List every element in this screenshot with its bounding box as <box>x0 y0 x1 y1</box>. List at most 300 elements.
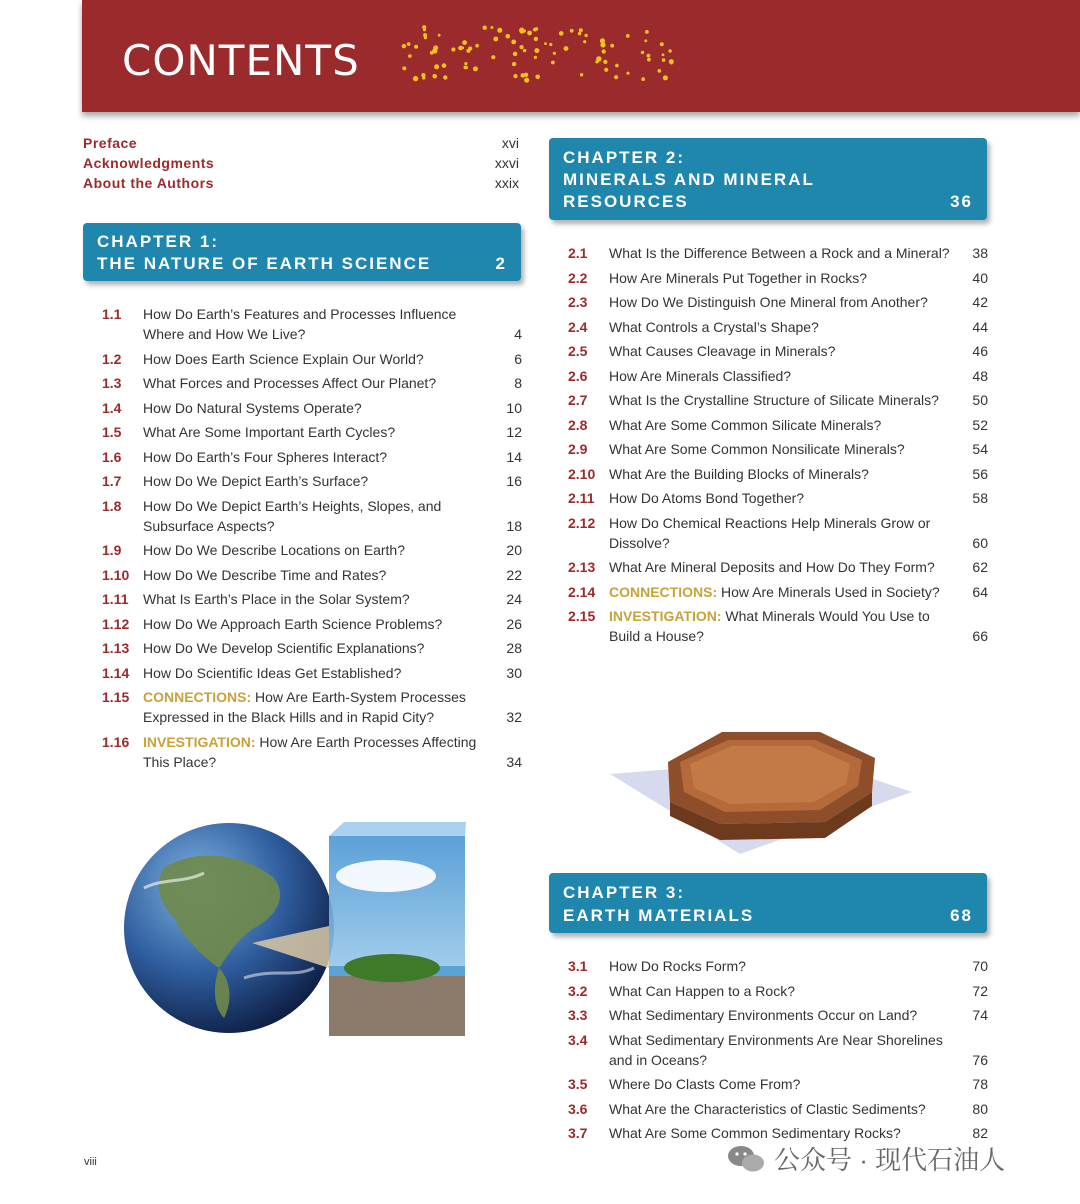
chapter-2-toc <box>568 243 988 651</box>
section-number: 3.4 <box>568 1031 588 1048</box>
section-title <box>143 422 488 442</box>
earth-illustration <box>124 818 466 1038</box>
chapter-3-label: CHAPTER 3: <box>563 883 686 902</box>
section-page: 34 <box>506 753 522 770</box>
section-page: 58 <box>972 490 988 506</box>
section-number: 1.11 <box>102 591 129 607</box>
section-title <box>609 488 954 508</box>
decorative-dot <box>641 77 645 81</box>
section-page: 56 <box>972 465 988 482</box>
toc-entry[interactable] <box>102 496 522 536</box>
section-number: 1.5 <box>102 424 122 440</box>
section-title-text: Where Do Clasts Come From? <box>609 1076 801 1092</box>
section-number: 2.11 <box>568 490 595 506</box>
toc-entry[interactable] <box>568 439 988 459</box>
toc-entry[interactable] <box>568 292 988 312</box>
decorative-dot <box>596 56 601 61</box>
toc-entry[interactable] <box>102 471 522 491</box>
section-page: 40 <box>972 269 988 286</box>
section-page: 14 <box>506 448 522 465</box>
decorative-dot <box>615 64 619 68</box>
chapter-2-label: CHAPTER 2: <box>563 148 686 167</box>
section-title-text: What Are Some Important Earth Cycles? <box>143 424 396 440</box>
section-number: 3.2 <box>568 982 588 999</box>
decorative-dot <box>414 45 418 49</box>
section-title-text: What Controls a Crystal’s Shape? <box>609 318 819 335</box>
decorative-dot <box>413 76 418 81</box>
section-number: 2.3 <box>568 294 588 310</box>
decorative-dot <box>657 69 661 73</box>
toc-entry[interactable] <box>568 464 988 484</box>
section-page: 16 <box>506 473 522 489</box>
front-matter-page: xxvi <box>494 155 519 171</box>
section-page: 28 <box>506 640 522 656</box>
section-page: 20 <box>506 542 522 558</box>
section-title-text: How Do Earth’s Features and Processes Influence Where and How We Live? <box>143 306 457 342</box>
decorative-dot <box>438 34 441 37</box>
section-page: 18 <box>506 517 522 534</box>
decorative-dot <box>663 75 668 80</box>
section-title-text: How Do We Distinguish One Mineral from Another? <box>609 294 928 310</box>
chapter-1-page: 2 <box>495 254 507 273</box>
section-title-text: What Sedimentary Environments Occur on Land? <box>609 1007 918 1023</box>
toc-entry[interactable] <box>568 1005 988 1025</box>
page-folio: viii <box>84 1156 97 1168</box>
section-title <box>143 471 488 491</box>
section-title <box>609 268 954 288</box>
decorative-dot <box>523 49 526 52</box>
section-title <box>609 292 954 312</box>
toc-entry[interactable] <box>102 422 522 442</box>
section-page: 6 <box>514 350 522 367</box>
chapter-2-title-line2: RESOURCES <box>563 192 689 211</box>
section-title <box>609 606 954 646</box>
section-number: 2.1 <box>568 245 588 261</box>
section-page: 74 <box>972 1007 988 1023</box>
section-page: 46 <box>972 343 988 359</box>
toc-entry[interactable] <box>102 540 522 560</box>
toc-entry[interactable] <box>568 1074 988 1094</box>
section-title-text: How Do Atoms Bond Together? <box>609 490 805 506</box>
section-number: 2.8 <box>568 416 588 433</box>
section-number: 2.5 <box>568 343 588 359</box>
chapter-2-page: 36 <box>950 192 973 211</box>
section-title-text: What Causes Cleavage in Minerals? <box>609 343 836 359</box>
decorative-dot <box>462 40 467 45</box>
section-page: 4 <box>514 326 522 342</box>
section-page: 82 <box>972 1125 988 1141</box>
section-title <box>609 582 954 602</box>
chapter-3-toc <box>568 956 988 1148</box>
section-page: 32 <box>506 709 522 725</box>
toc-entry[interactable] <box>568 415 988 435</box>
section-page: 10 <box>506 399 522 416</box>
decorative-dot <box>626 72 629 75</box>
section-title-text: How Do We Describe Locations on Earth? <box>143 542 405 558</box>
decorative-dot <box>423 28 426 31</box>
decorative-dot <box>490 26 493 29</box>
decorative-dot <box>668 49 671 52</box>
section-number: 2.12 <box>568 514 596 531</box>
section-title-text: How Do Natural Systems Operate? <box>143 399 362 416</box>
section-number: 3.1 <box>568 958 588 974</box>
watermark-text: 公众号 · 现代石油人 <box>774 1145 1006 1175</box>
section-number: 2.4 <box>568 318 588 335</box>
toc-entry[interactable] <box>102 373 522 393</box>
toc-entry[interactable] <box>568 606 988 646</box>
section-number: 1.3 <box>102 375 122 391</box>
section-number: 2.7 <box>568 392 588 408</box>
section-title-text: How Do We Describe Time and Rates? <box>143 566 387 583</box>
section-title-text: How Are Earth-System Processes Expressed in the Black Hills and in Rapid City? <box>143 689 466 725</box>
section-title <box>143 304 488 344</box>
section-number: 2.13 <box>568 559 596 575</box>
decorative-dot <box>493 37 498 42</box>
decorative-dot <box>544 42 547 45</box>
decorative-dot <box>527 31 532 36</box>
front-matter-item[interactable] <box>83 155 519 175</box>
decorative-dot <box>473 66 478 71</box>
section-page: 26 <box>506 615 522 632</box>
section-title <box>143 732 488 772</box>
toc-entry[interactable] <box>568 981 988 1001</box>
front-matter-page: xvi <box>501 135 519 151</box>
front-matter-list <box>83 135 519 195</box>
section-number: 3.3 <box>568 1007 588 1023</box>
decorative-dot <box>535 75 540 80</box>
section-keyword: CONNECTIONS: <box>609 583 718 600</box>
decorative-dot <box>506 34 511 39</box>
section-number: 1.16 <box>102 733 130 750</box>
toc-entry[interactable] <box>102 349 522 369</box>
toc-entry[interactable] <box>102 304 522 344</box>
section-number: 1.1 <box>102 306 122 322</box>
section-page: 48 <box>972 367 988 384</box>
watermark <box>726 1140 1005 1177</box>
section-title <box>143 614 488 634</box>
decorative-dot <box>645 30 649 34</box>
decorative-dot <box>553 52 556 55</box>
section-title <box>609 243 954 263</box>
toc-entry[interactable] <box>102 589 522 609</box>
decorative-dot <box>483 26 487 30</box>
decorative-dot <box>660 42 664 46</box>
front-matter-label: Preface <box>83 135 138 151</box>
decorative-dot <box>583 40 586 43</box>
decorative-dot <box>422 76 425 79</box>
section-page: 38 <box>972 245 988 261</box>
section-title-text: What Sedimentary Environments Are Near Shorelines and in Oceans? <box>609 1031 943 1068</box>
decorative-dot <box>433 45 438 50</box>
decorative-dot <box>424 36 427 39</box>
decorative-dot <box>521 73 526 78</box>
decorative-dot <box>442 63 447 68</box>
chapter-3-page: 68 <box>950 906 973 925</box>
section-title <box>609 956 957 976</box>
section-title-text: What Are Some Common Sedimentary Rocks? <box>609 1125 901 1141</box>
decorative-dot <box>430 51 434 55</box>
section-title-text: What Is the Crystalline Structure of Silicate Minerals? <box>609 392 939 408</box>
toc-entry[interactable] <box>568 488 988 508</box>
section-title-text: How Do We Depict Earth’s Heights, Slopes, and Subsurface Aspects? <box>143 497 442 534</box>
section-number: 1.7 <box>102 473 122 489</box>
decorative-dot <box>512 62 516 66</box>
section-title-text: How Are Minerals Classified? <box>609 367 792 384</box>
front-matter-page: xxix <box>494 175 519 191</box>
section-number: 1.4 <box>102 399 122 416</box>
section-title-text: How Do We Approach Earth Science Problems? <box>143 615 443 632</box>
section-page: 42 <box>972 294 988 310</box>
decorative-dot <box>443 75 447 79</box>
section-number: 2.15 <box>568 608 596 624</box>
decorative-dot <box>434 64 439 69</box>
section-number: 3.7 <box>568 1125 588 1141</box>
section-page: 62 <box>972 559 988 575</box>
decorative-dot <box>570 29 574 33</box>
section-page: 64 <box>972 583 988 600</box>
decorative-dot <box>519 28 524 33</box>
section-page: 52 <box>972 416 988 433</box>
section-page: 72 <box>972 982 988 999</box>
toc-entry[interactable] <box>102 663 522 683</box>
section-title-text: What Are the Characteristics of Clastic Sediments? <box>609 1100 926 1117</box>
section-number: 2.2 <box>568 269 588 286</box>
section-number: 1.9 <box>102 542 122 558</box>
section-page: 30 <box>506 664 522 681</box>
decorative-dot <box>584 34 587 37</box>
section-number: 1.8 <box>102 497 122 514</box>
decorative-dot <box>602 49 606 53</box>
toc-entry[interactable] <box>102 398 522 418</box>
decorative-dot <box>578 32 581 35</box>
section-keyword: CONNECTIONS: <box>143 689 252 705</box>
section-number: 2.10 <box>568 465 596 482</box>
decorative-dot <box>614 75 618 79</box>
decorative-dot <box>491 55 495 59</box>
section-title-text: How Do Rocks Form? <box>609 958 746 974</box>
chapter-3-header[interactable] <box>549 873 987 933</box>
section-number: 1.13 <box>102 640 130 656</box>
section-keyword: INVESTIGATION: <box>609 608 722 624</box>
section-title-text: What Are Mineral Deposits and How Do They Form? <box>609 559 935 575</box>
section-number: 3.5 <box>568 1076 588 1092</box>
decorative-dot <box>497 28 502 33</box>
section-page: 44 <box>972 318 988 335</box>
section-title-text: What Are Some Common Nonsilicate Minerals? <box>609 441 905 457</box>
section-title-text: How Does Earth Science Explain Our World? <box>143 350 424 367</box>
toc-entry[interactable] <box>568 390 988 410</box>
chapter-3-title: EARTH MATERIALS <box>563 906 755 925</box>
decorative-dot <box>603 60 607 64</box>
section-title <box>143 589 488 609</box>
decorative-dot <box>524 78 529 83</box>
front-matter-label: Acknowledgments <box>83 155 215 171</box>
section-title-text: How Are Minerals Put Together in Rocks? <box>609 269 868 286</box>
decorative-dot <box>600 42 605 47</box>
decorative-dot <box>626 34 630 38</box>
section-title <box>609 415 954 435</box>
section-page: 22 <box>506 566 522 583</box>
decorative-dot <box>533 28 537 32</box>
toc-entry[interactable] <box>102 447 522 467</box>
decorative-dot <box>402 66 406 70</box>
decorative-dot <box>451 47 455 51</box>
chapter-2-title-line1: MINERALS AND MINERAL <box>563 170 815 189</box>
front-matter-item[interactable] <box>83 175 519 195</box>
toc-entry[interactable] <box>102 614 522 634</box>
decorative-dot <box>513 74 517 78</box>
decorative-dot <box>534 37 538 41</box>
toc-entry[interactable] <box>568 341 988 361</box>
decorative-dot <box>475 44 479 48</box>
decorative-dot <box>644 39 647 42</box>
section-page: 54 <box>972 441 988 457</box>
section-title <box>609 1099 957 1119</box>
decorative-dot <box>534 48 539 53</box>
decorative-dot <box>579 28 583 32</box>
section-title-text: How Do Earth’s Four Spheres Interact? <box>143 448 388 465</box>
section-title <box>143 687 488 727</box>
toc-entry[interactable] <box>568 956 988 976</box>
section-title-text: What Is the Difference Between a Rock and a Mineral? <box>609 245 950 261</box>
section-title <box>609 981 957 1001</box>
toc-entry[interactable] <box>102 565 522 585</box>
section-title-text: What Are Some Common Silicate Minerals? <box>609 416 882 433</box>
decorative-dot <box>580 73 583 76</box>
section-title <box>609 1005 957 1025</box>
section-title <box>143 349 488 369</box>
toc-entry[interactable] <box>568 243 988 263</box>
decorative-dot <box>464 66 468 70</box>
section-page: 70 <box>972 958 988 974</box>
chapter-1-label: CHAPTER 1: <box>97 232 220 251</box>
toc-entry[interactable] <box>568 366 988 386</box>
front-matter-label: About the Authors <box>83 175 214 191</box>
section-title <box>143 398 488 418</box>
section-title <box>143 638 488 658</box>
section-title-text: What Is Earth’s Place in the Solar System? <box>143 591 410 607</box>
section-title <box>609 366 954 386</box>
section-page: 78 <box>972 1076 988 1092</box>
toc-entry[interactable] <box>568 557 988 577</box>
decorative-dot <box>670 61 673 64</box>
section-number: 1.10 <box>102 566 130 583</box>
toc-entry[interactable] <box>568 1030 988 1070</box>
decorative-dot <box>534 56 537 59</box>
decorative-dot <box>402 44 406 48</box>
section-page: 50 <box>972 392 988 408</box>
decorative-dot <box>551 61 555 65</box>
toc-entry[interactable] <box>568 1099 988 1119</box>
toc-entry[interactable] <box>102 638 522 658</box>
section-title-text: How Do Chemical Reactions Help Minerals Grow or Dissolve? <box>609 514 931 551</box>
section-page: 60 <box>972 534 988 551</box>
decorative-dot <box>432 74 437 79</box>
section-title-text: How Are Minerals Used in Society? <box>721 583 940 600</box>
chapter-1-toc <box>102 304 522 776</box>
toc-entry[interactable] <box>568 582 988 602</box>
section-title <box>609 1030 957 1070</box>
section-number: 1.15 <box>102 689 130 705</box>
decorative-dot <box>647 54 651 58</box>
section-title <box>143 540 488 560</box>
chapter-1-title: THE NATURE OF EARTH SCIENCE <box>97 254 432 273</box>
section-title <box>609 341 954 361</box>
section-keyword: INVESTIGATION: <box>143 733 256 750</box>
section-title-text: What Are the Building Blocks of Minerals? <box>609 465 869 482</box>
section-number: 1.2 <box>102 350 122 367</box>
decorative-dot <box>461 46 464 49</box>
section-title <box>143 447 488 467</box>
section-page: 24 <box>506 591 522 607</box>
page-title: CONTENTS <box>122 36 360 85</box>
section-title <box>609 439 954 459</box>
section-number: 1.14 <box>102 664 130 681</box>
section-number: 2.6 <box>568 367 588 384</box>
section-title-text: How Are Earth Processes Affecting This Place? <box>143 733 477 770</box>
section-title <box>609 513 954 553</box>
section-number: 3.6 <box>568 1100 588 1117</box>
decorative-dot <box>564 46 569 51</box>
toc-entry[interactable] <box>568 268 988 288</box>
section-title-text: How Do Scientific Ideas Get Established? <box>143 664 402 681</box>
decorative-dot <box>647 58 651 62</box>
section-title-text: How Do We Develop Scientific Explanations? <box>143 640 425 656</box>
section-number: 2.9 <box>568 441 588 457</box>
section-title-text: How Do We Depict Earth’s Surface? <box>143 473 369 489</box>
decorative-dot <box>549 43 552 46</box>
section-title-text: What Can Happen to a Rock? <box>609 982 795 999</box>
section-number: 2.14 <box>568 583 596 600</box>
decorative-dot <box>513 52 518 57</box>
section-title <box>143 496 488 536</box>
decorative-dot <box>610 44 614 48</box>
section-title <box>143 565 488 585</box>
section-page: 76 <box>972 1051 988 1068</box>
decorative-dots <box>398 22 678 86</box>
mineral-crystal-illustration <box>600 722 920 862</box>
section-title <box>609 317 954 337</box>
decorative-dot <box>559 31 564 36</box>
section-page: 12 <box>506 424 522 440</box>
section-title <box>609 557 954 577</box>
toc-entry[interactable] <box>102 687 522 727</box>
section-page: 66 <box>972 628 988 644</box>
toc-entry[interactable] <box>102 732 522 772</box>
decorative-dot <box>468 46 472 50</box>
decorative-dot <box>520 45 524 49</box>
chapter-2-header[interactable] <box>549 138 987 220</box>
section-page: 8 <box>514 375 522 391</box>
chapter-1-header[interactable] <box>83 223 521 281</box>
decorative-dot <box>464 62 467 65</box>
decorative-dot <box>641 51 644 54</box>
decorative-dot <box>407 42 411 46</box>
section-number: 1.6 <box>102 448 122 465</box>
toc-entry[interactable] <box>568 317 988 337</box>
section-title <box>143 663 488 683</box>
toc-entry[interactable] <box>568 513 988 553</box>
section-title <box>609 464 954 484</box>
decorative-dot <box>604 68 608 72</box>
decorative-dot <box>662 58 666 62</box>
front-matter-item[interactable] <box>83 135 519 155</box>
decorative-dot <box>662 53 665 56</box>
decorative-dot <box>408 54 412 58</box>
section-title <box>609 390 954 410</box>
section-title-text: What Minerals Would You Use to Build a House? <box>609 608 930 644</box>
section-number: 1.12 <box>102 615 130 632</box>
